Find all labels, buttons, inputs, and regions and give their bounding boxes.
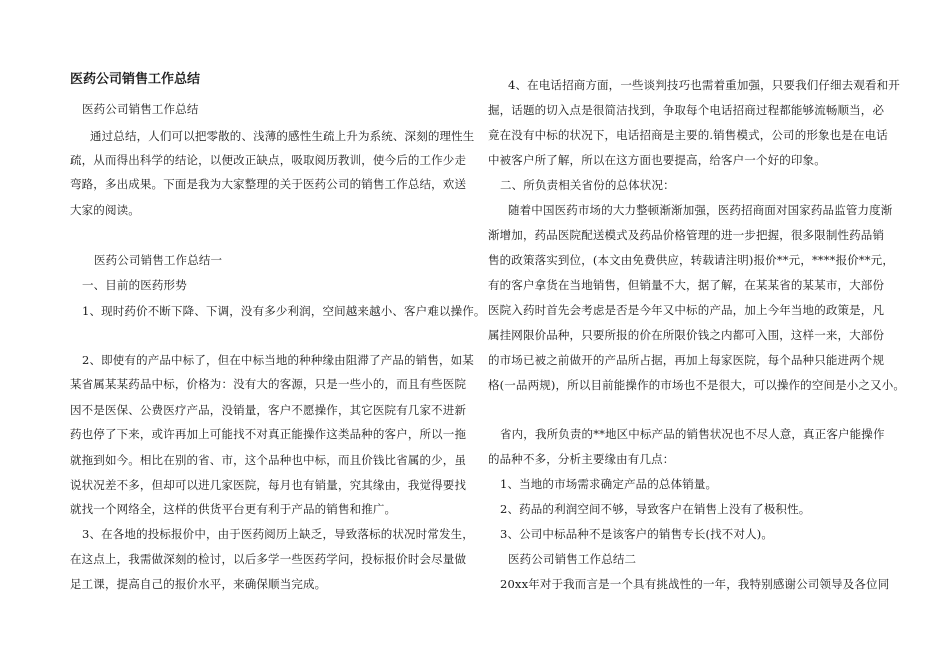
paragraph-line: 4、在电话招商方面，一些谈判技巧也需着重加强，只要我们仔细去观看和开: [508, 78, 900, 92]
paragraph-line: 弯路，多出成果。下面是我为大家整理的关于医药公司的销售工作总结，欢送: [70, 177, 467, 191]
paragraph-line: 大家的阅读。: [70, 203, 140, 217]
paragraph-line: 在这点上，我需做深刻的检讨，以后多学一些医药学问，投标报价时会尽量做: [70, 552, 467, 566]
paragraph-line: 掘，话题的切入点是很简洁找到，争取每个电话招商过程都能够流畅顺当，必: [488, 103, 885, 117]
paragraph-line: 售的政策落实到位，(本文由免费供应，转载请注明)报价**元，****报价**元，: [488, 253, 894, 267]
paragraph-line: 就找一个网络全，这样的供货平台更有利于产品的销售和推广。: [70, 502, 397, 516]
paragraph-line: 2、即使有的产品中标了，但在中标当地的种种缘由阻滞了产品的销售，如某: [82, 353, 474, 367]
paragraph-line: 属挂网限价品种，只要所报的价在所限价钱之内都可入围，这样一来，大部份: [488, 328, 885, 342]
paragraph-line: 某省属某某药品中标，价格为：没有大的客源，只是一些小的，而且有些医院: [70, 377, 467, 391]
paragraph-line: 省内，我所负责的**地区中标产品的销售状况也不尽人意，真正客户能操作: [500, 427, 885, 441]
paragraph-line: 通过总结，人们可以把零散的、浅薄的感性生疏上升为系统、深刻的理性生: [90, 129, 475, 143]
list-item: 3、公司中标品种不是该客户的销售专长(找不对人)。: [500, 527, 774, 541]
paragraph-line: 竟在没有中标的状况下，电话招商是主要的.销售模式，公司的形象也是在电话: [488, 128, 888, 142]
section-heading: 医药公司销售工作总结二: [508, 552, 637, 566]
list-item: 2、药品的利润空间不够，导致客户在销售上没有了极积性。: [500, 502, 811, 516]
document-title: 医药公司销售工作总结: [70, 72, 201, 87]
list-item: 1、当地的市场需求确定产品的总体销量。: [500, 477, 718, 491]
paragraph-line: 20xx年对于我而言是一个具有挑战性的一年，我特别感谢公司领导及各位同: [500, 577, 890, 591]
paragraph-line: 足工课，提高自己的报价水平，来确保顺当完成。: [70, 577, 327, 591]
section-heading: 医药公司销售工作总结一: [94, 253, 223, 267]
paragraph-line: 说状况差不多，但却可以进几家医院，每月也有销量，究其缘由，我觉得要找: [70, 478, 467, 492]
paragraph-line: 3、在各地的投标报价中，由于医药阅历上缺乏，导致落标的状况时常发生，: [82, 527, 474, 541]
paragraph-line: 中被客户所了解，所以在这方面也要提高，给客户一个好的印象。: [488, 153, 826, 167]
paragraph-line: 1、现时药价不断下降、下调，没有多少利润，空间越来越小、客户难以操作。: [82, 304, 486, 318]
paragraph-line: 有的客户拿货在当地销售，但销量不大，据了解，在某某省的某某市，大部份: [488, 278, 885, 292]
section-subheading: 二、所负责相关省份的总体状况：: [500, 178, 675, 192]
paragraph-line: 因不是医保、公费医疗产品，没销量，客户不愿操作，其它医院有几家不进新: [70, 403, 467, 417]
paragraph-line: 疏，从而得出科学的结论，以便改正缺点，吸取阅历教训，使今后的工作少走: [70, 153, 467, 167]
paragraph-line: 格(一品两规)，所以目前能操作的市场也不是很大，可以操作的空间是小之又小。: [488, 378, 906, 392]
paragraph-line: 医院入药时首先会考虑是否是今年又中标的产品，加上今年当地的政策是，凡: [488, 303, 885, 317]
paragraph-line: 药也停了下来，或许再加上可能找不对真正能操作这类品种的客户，所以一拖: [70, 427, 467, 441]
paragraph-line: 的品种不多，分析主要缘由有几点：: [488, 452, 675, 466]
section-subheading: 一、目前的医药形势: [82, 278, 187, 292]
paragraph-line: 的市场已被之前做开的产品所占据，再加上每家医院，每个品种只能进两个规: [488, 353, 885, 367]
subtitle: 医药公司销售工作总结: [82, 102, 199, 116]
paragraph-line: 随着中国医药市场的大力整顿渐渐加强，医药招商面对国家药品监管力度渐: [508, 203, 893, 217]
paragraph-line: 渐增加，药品医院配送模式及药品价格管理的进一步把握，很多限制性药品销: [488, 228, 885, 242]
paragraph-line: 就拖到如今。相比在别的省、市，这个品种也中标，而且价钱比省属的少，虽: [70, 453, 467, 467]
